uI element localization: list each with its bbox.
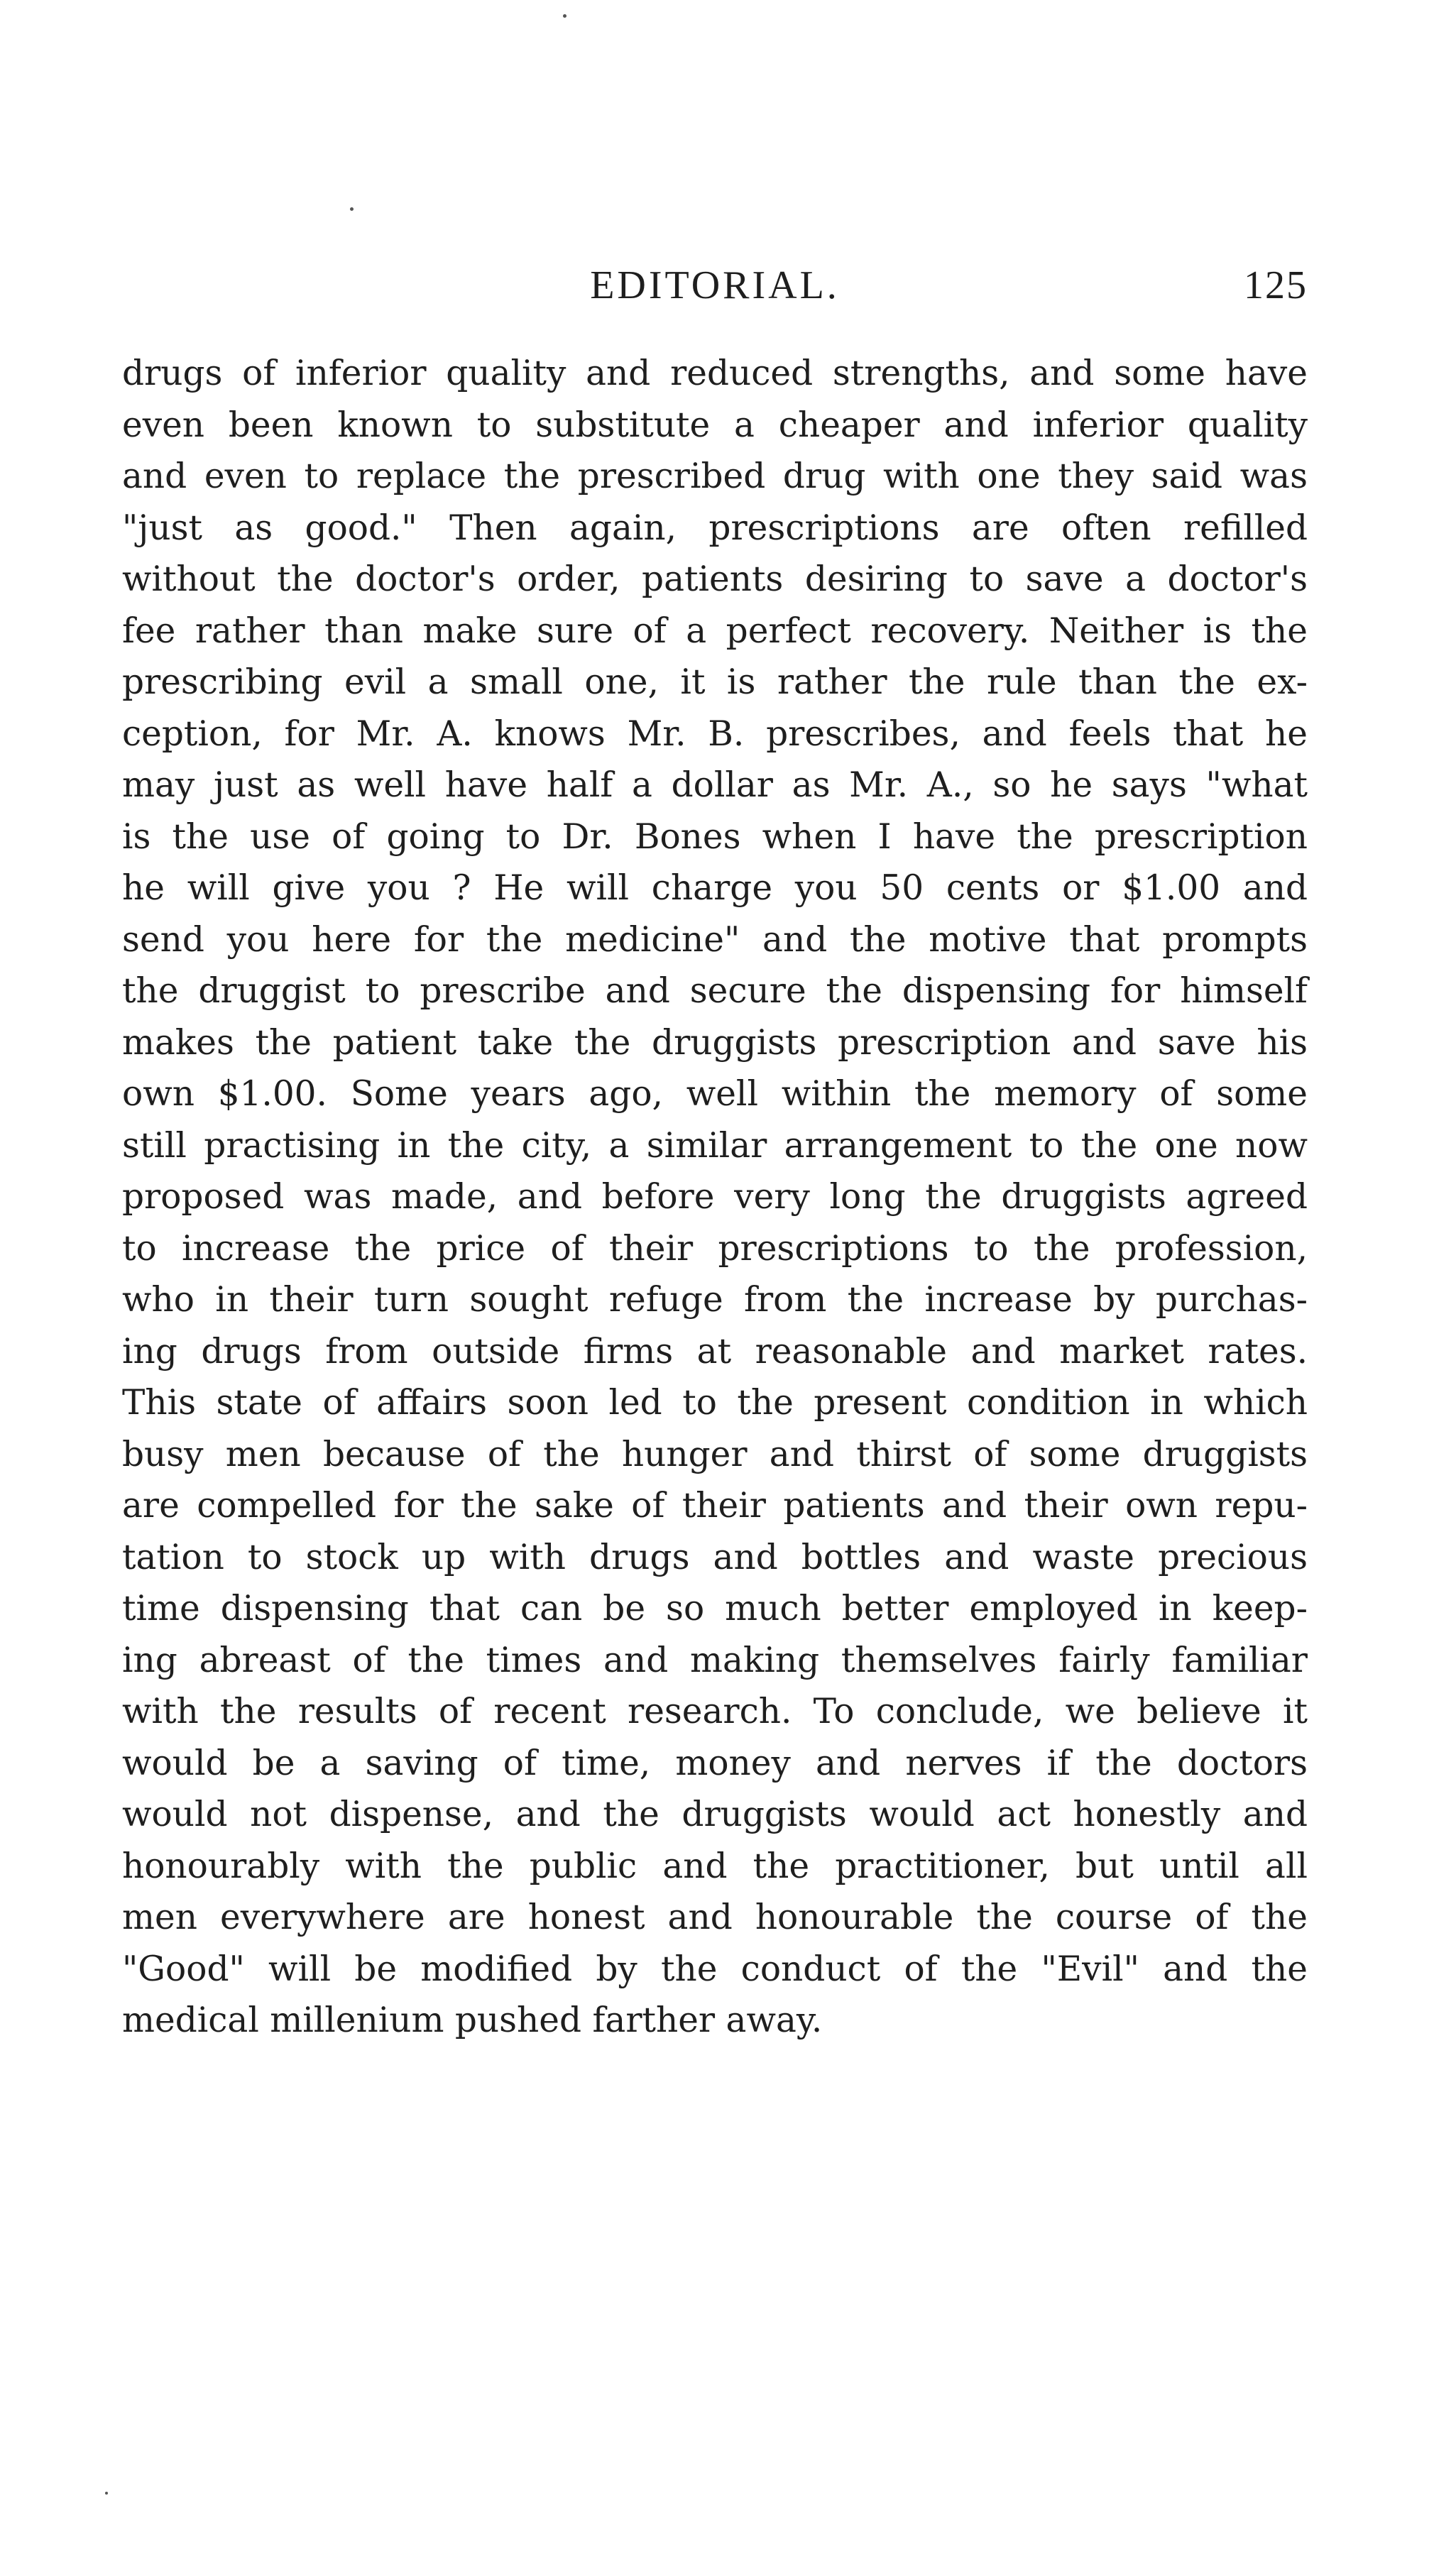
text-line: medical millenium pushed farther away. [122, 2000, 823, 2040]
text-line: men everywhere are honest and honourable the course of the [122, 1898, 1308, 1937]
text-line: ception, for Mr. A. knows Mr. B. prescribes, and feels that he [122, 713, 1308, 754]
text-line: would be a saving of time, money and nerves if the doctors [122, 1743, 1308, 1783]
text-line: makes the patient take the druggists prescription and save his [122, 1022, 1308, 1063]
page-header-title: EDITORIAL. [590, 263, 840, 307]
print-speck [350, 207, 354, 211]
editorial-body-text [122, 348, 1308, 2047]
text-line: This state of affairs soon led to the present condition in which [122, 1383, 1308, 1423]
text-line: ing abreast of the times and making themselves fairly familiar [122, 1640, 1308, 1680]
text-line: to increase the price of their prescriptions to the profession, [122, 1228, 1308, 1269]
text-line: "Good" will be modified by the conduct of the "Evil" and the [122, 1949, 1308, 1989]
text-line: send you here for the medicine" and the motive that prompts [122, 919, 1308, 960]
text-line: "just as good." Then again, prescriptions are often refilled [122, 508, 1308, 548]
text-line: and even to replace the prescribed drug with one they said was [122, 456, 1308, 496]
text-line: may just as well have half a dollar as Mr. A., so he says "what [122, 765, 1308, 805]
print-speck [563, 14, 566, 18]
text-line: even been known to substitute a cheaper and inferior quality [122, 405, 1308, 445]
text-line: still practising in the city, a similar arrangement to the one now [122, 1125, 1308, 1166]
print-speck [105, 2492, 108, 2495]
text-line: is the use of going to Dr. Bones when I have the prescription [122, 816, 1308, 857]
text-line: would not dispense, and the druggists would act honestly and [122, 1795, 1308, 1834]
text-line: busy men because of the hunger and thirst of some druggists [122, 1434, 1308, 1474]
text-line: drugs of inferior quality and reduced strengths, and some have [122, 354, 1308, 393]
text-line: fee rather than make sure of a perfect recovery. Neither is the [122, 611, 1308, 651]
running-head [122, 257, 1308, 314]
text-line: with the results of recent research. To conclude, we believe it [122, 1692, 1308, 1731]
text-line: are compelled for the sake of their patients and their own repu- [122, 1486, 1308, 1526]
page-number: 125 [1244, 263, 1308, 307]
text-line: time dispensing that can be so much better employed in keep- [122, 1589, 1308, 1628]
text-line: tation to stock up with drugs and bottles and waste precious [122, 1537, 1308, 1577]
text-line: own $1.00. Some years ago, well within the memory of some [122, 1074, 1308, 1114]
text-line: ing drugs from outside firms at reasonable and market rates. [122, 1331, 1308, 1372]
text-line: he will give you ? He will charge you 50 cents or $1.00 and [122, 868, 1308, 908]
text-line: the druggist to prescribe and secure the dispensing for himself [122, 971, 1308, 1011]
text-line: who in their turn sought refuge from the increase by purchas- [122, 1280, 1308, 1320]
text-line: proposed was made, and before very long the druggists agreed [122, 1177, 1308, 1217]
text-line: prescribing evil a small one, it is rather the rule than the ex- [122, 662, 1308, 702]
text-line: without the doctor's order, patients desiring to save a doctor's [122, 559, 1308, 599]
text-line: honourably with the public and the practitioner, but until all [122, 1846, 1308, 1886]
